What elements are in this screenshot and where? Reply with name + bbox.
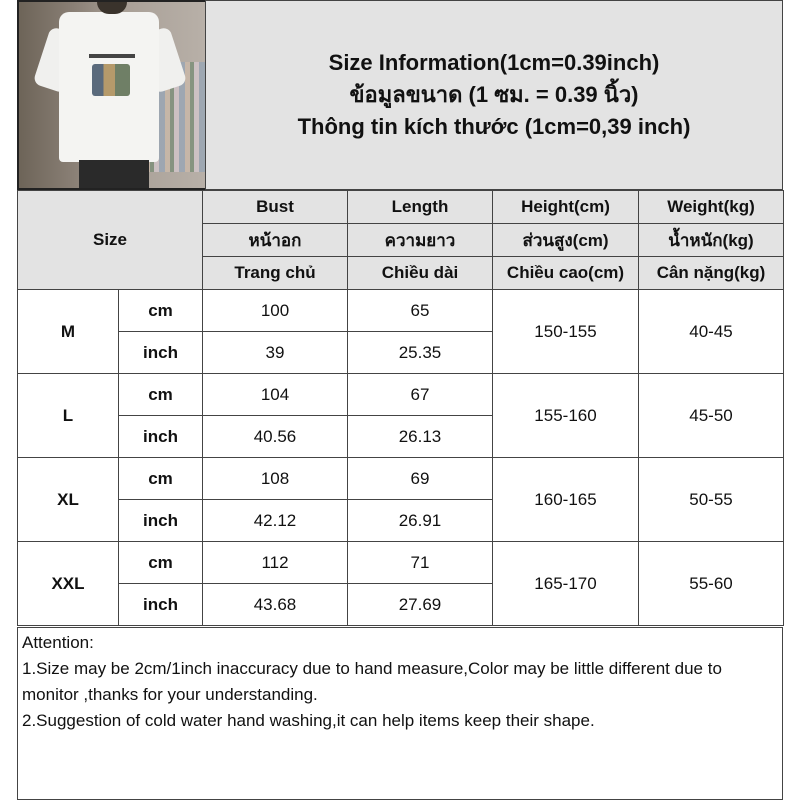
size-info-title [205,0,783,190]
size-chart [17,0,783,800]
bust-cm: 108 [203,458,348,500]
title-english: Size Information(1cm=0.39inch) [328,50,660,75]
bust-inch: 39 [203,332,348,374]
height-range: 150-155 [493,290,639,374]
header-bust-vi: Trang chủ [203,257,348,290]
bust-inch: 40.56 [203,416,348,458]
height-range: 155-160 [493,374,639,458]
height-range: 160-165 [493,458,639,542]
header-length-vi: Chiều dài [348,257,493,290]
bust-inch: 43.68 [203,584,348,626]
title-vietnamese: Thông tin kích thước (1cm=0,39 inch) [297,114,691,139]
unit-cm: cm [119,374,203,416]
unit-inch: inch [119,584,203,626]
notes-title: Attention: [22,633,94,652]
header-weight-en: Weight(kg) [639,191,784,224]
title-thai: ข้อมูลขนาด (1 ซม. = 0.39 นิ้ว) [349,82,639,107]
unit-inch: inch [119,332,203,374]
header-weight-vi: Cân nặng(kg) [639,257,784,290]
unit-inch: inch [119,500,203,542]
photo-shirt-print-graphic [92,64,130,96]
size-name: L [18,374,119,458]
weight-range: 40-45 [639,290,784,374]
table-row [18,542,784,584]
bust-cm: 112 [203,542,348,584]
length-cm: 65 [348,290,493,332]
bust-inch: 42.12 [203,500,348,542]
header-height-en: Height(cm) [493,191,639,224]
header-length-en: Length [348,191,493,224]
length-cm: 67 [348,374,493,416]
size-column-header: Size [18,191,203,290]
attention-notes [17,627,783,800]
unit-cm: cm [119,458,203,500]
product-photo [17,0,207,190]
bust-cm: 100 [203,290,348,332]
table-row [18,458,784,500]
height-range: 165-170 [493,542,639,626]
unit-cm: cm [119,290,203,332]
top-section [17,0,783,190]
header-row-english [18,191,784,224]
header-height-vi: Chiều cao(cm) [493,257,639,290]
bust-cm: 104 [203,374,348,416]
header-bust-en: Bust [203,191,348,224]
notes-line-2: 2.Suggestion of cold water hand washing,it can help items keep their shape. [22,711,595,730]
length-inch: 25.35 [348,332,493,374]
weight-range: 45-50 [639,374,784,458]
table-row [18,374,784,416]
size-name: XL [18,458,119,542]
length-inch: 27.69 [348,584,493,626]
header-bust-th: หน้าอก [203,224,348,257]
size-name: XXL [18,542,119,626]
weight-range: 50-55 [639,458,784,542]
length-inch: 26.91 [348,500,493,542]
length-inch: 26.13 [348,416,493,458]
header-length-th: ความยาว [348,224,493,257]
unit-inch: inch [119,416,203,458]
photo-shirt-print-text [89,54,135,58]
size-name: M [18,290,119,374]
table-row [18,290,784,332]
header-height-th: ส่วนสูง(cm) [493,224,639,257]
length-cm: 71 [348,542,493,584]
length-cm: 69 [348,458,493,500]
header-weight-th: น้ำหนัก(kg) [639,224,784,257]
unit-cm: cm [119,542,203,584]
notes-line-1: 1.Size may be 2cm/1inch inaccuracy due to hand measure,Color may be little different due to monitor ,thanks for your understanding. [22,659,722,704]
size-table [17,190,784,626]
weight-range: 55-60 [639,542,784,626]
photo-model-pants [79,160,149,188]
